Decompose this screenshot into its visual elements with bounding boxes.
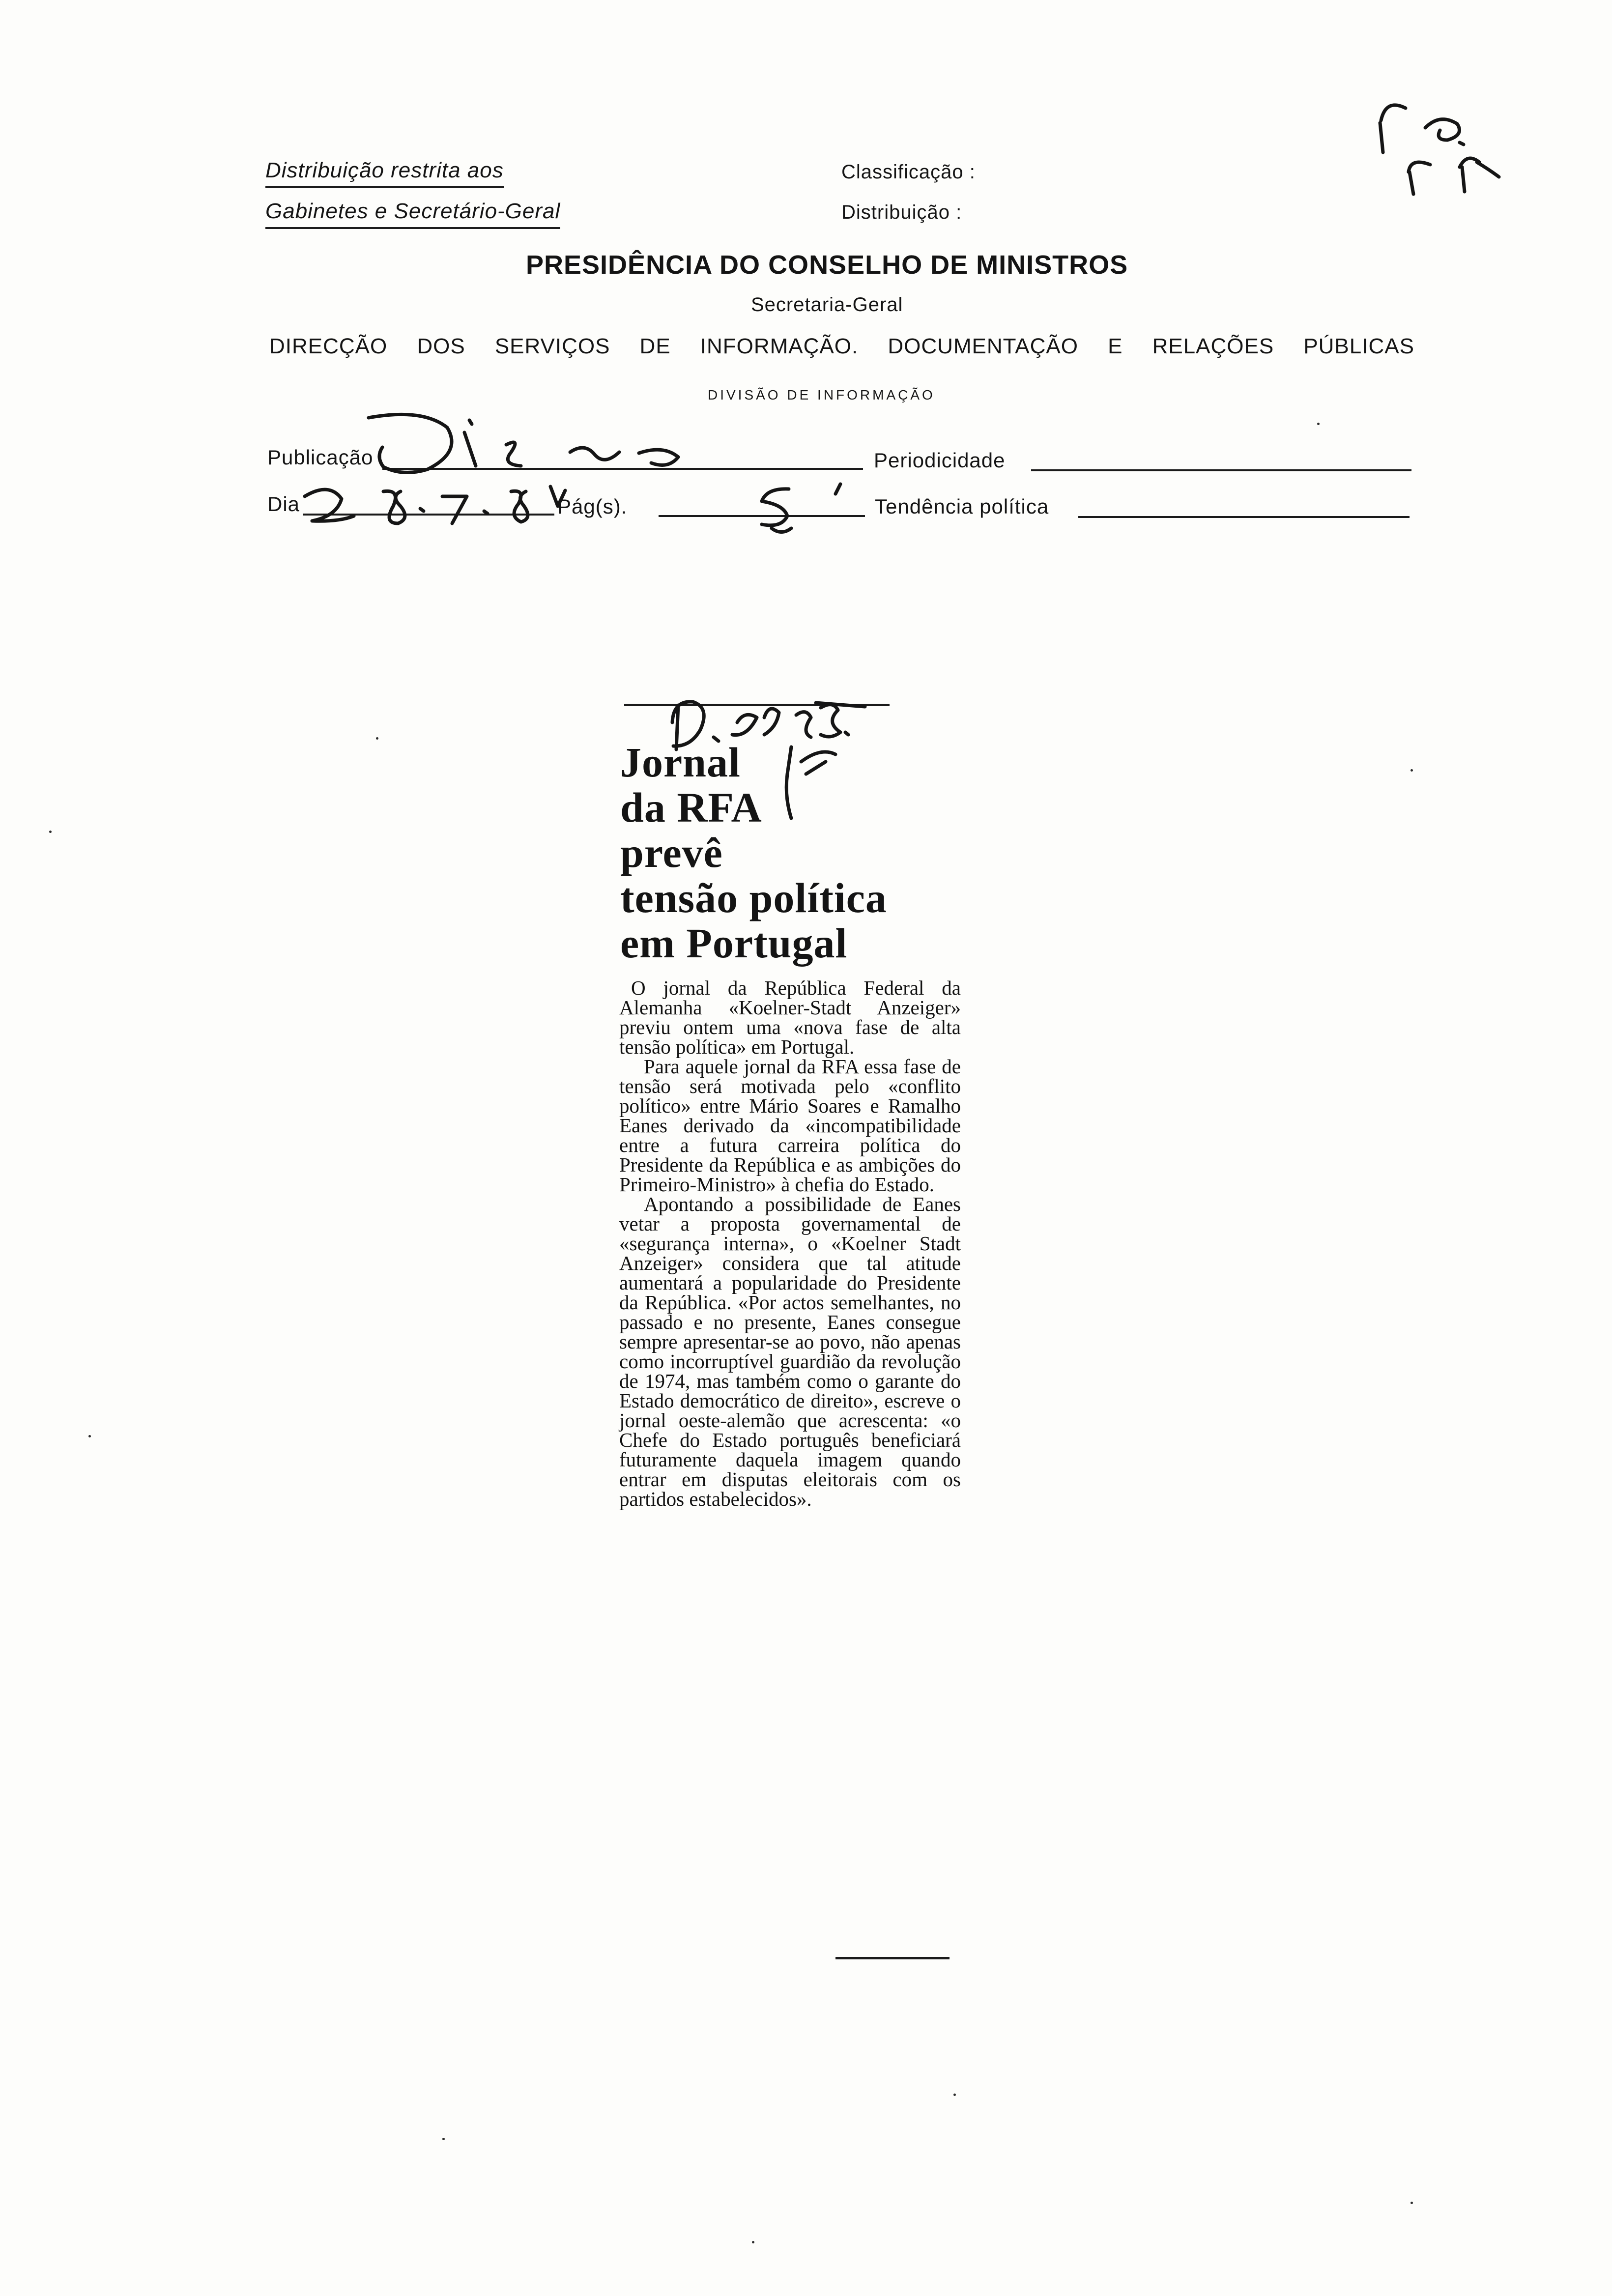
periodicidade-line	[1031, 469, 1411, 471]
handwritten-reference-annotation	[659, 688, 890, 855]
direccao-word: PÚBLICAS	[1303, 334, 1414, 358]
distribuicao-label: Distribuição :	[841, 201, 962, 223]
direccao-word: RELAÇÕES	[1152, 334, 1274, 358]
direccao-word: INFORMAÇÃO.	[700, 334, 859, 358]
headline-line: prevê	[620, 829, 723, 876]
headline-line: Jornal	[620, 739, 741, 786]
direccao-word: DOCUMENTAÇÃO	[888, 334, 1078, 358]
handwritten-pags-value	[742, 479, 870, 538]
scan-speck	[49, 831, 52, 833]
direccao-word: DIRECÇÃO	[269, 334, 388, 358]
scan-speck	[442, 2138, 445, 2140]
publicacao-label: Publicação	[267, 446, 374, 469]
divisao-informacao: DIVISÃO DE INFORMAÇÃO	[708, 387, 935, 402]
scan-speck	[953, 2094, 956, 2096]
headline-line: tensão política	[620, 874, 887, 921]
handwritten-publicacao-value	[364, 408, 708, 482]
periodicidade-label: Periodicidade	[874, 449, 1006, 472]
restricted-distribution-line-2: Gabinetes e Secretário-Geral	[265, 201, 560, 229]
article-paragraph: O jornal da República Federal da Alemanha «Koelner-Stadt Anzeiger» previu ontem uma «nova fase de alta tensão política» em Portugal.	[619, 976, 961, 1058]
tendencia-politica-line	[1078, 516, 1410, 518]
agency-title: PRESIDÊNCIA DO CONSELHO DE MINISTROS	[526, 250, 1128, 280]
article-paragraph: Para aquele jornal da RFA essa fase de tensão será motivada pelo «conflito político» entre Mário Soares e Ramalho Eanes derivado da «incompatibilidade entre a futura carreira política do Presidente da República e as ambições do Primeiro-Ministro» à chefia do Estado.	[619, 1055, 961, 1196]
headline-line: da RFA	[620, 784, 762, 831]
headline-line: em Portugal	[620, 919, 848, 967]
handwritten-initials-mark	[1366, 93, 1533, 197]
scan-speck	[1410, 769, 1413, 772]
article-body	[619, 978, 961, 1509]
clipping-bottom-rule	[835, 1957, 950, 1959]
direccao-word: DOS	[417, 334, 465, 358]
article-paragraph: Apontando a possibilidade de Eanes vetar a proposta governamental de «segurança interna», o «Koelner Stadt Anzeiger» considera que tal atitude aumentará a popularidade do Presidente da República. «Por actos semelhantes, no passado e no presente, Eanes consegue sempre apresentar-se ao povo, não apenas como incorruptível guardião da revolução de 1974, mas também como o garante do Estado democrático de direito», escreve o jornal oeste-alemão que acrescenta: «o Chefe do Estado português beneficiará futuramente daquela imagem quando entrar em disputas eleitorais com os partidos estabelecidos».	[619, 1193, 961, 1510]
direccao-line	[269, 334, 1414, 359]
scan-speck	[1410, 2202, 1413, 2204]
handwritten-dia-value	[295, 477, 570, 536]
scan-speck	[376, 737, 378, 740]
scan-speck	[88, 1435, 91, 1437]
classificacao-label: Classificação :	[841, 161, 976, 183]
direccao-word: SERVIÇOS	[494, 334, 610, 358]
scan-speck	[1317, 423, 1320, 425]
dia-label: Dia	[267, 492, 300, 516]
scan-speck	[752, 2241, 754, 2243]
direccao-word: E	[1108, 334, 1123, 358]
direccao-word: DE	[639, 334, 671, 358]
tendencia-politica-label: Tendência política	[875, 495, 1049, 518]
pags-label: Pág(s).	[557, 495, 628, 518]
secretaria-geral: Secretaria-Geral	[751, 294, 903, 316]
restricted-distribution-line-1: Distribuição restrita aos	[265, 160, 504, 188]
